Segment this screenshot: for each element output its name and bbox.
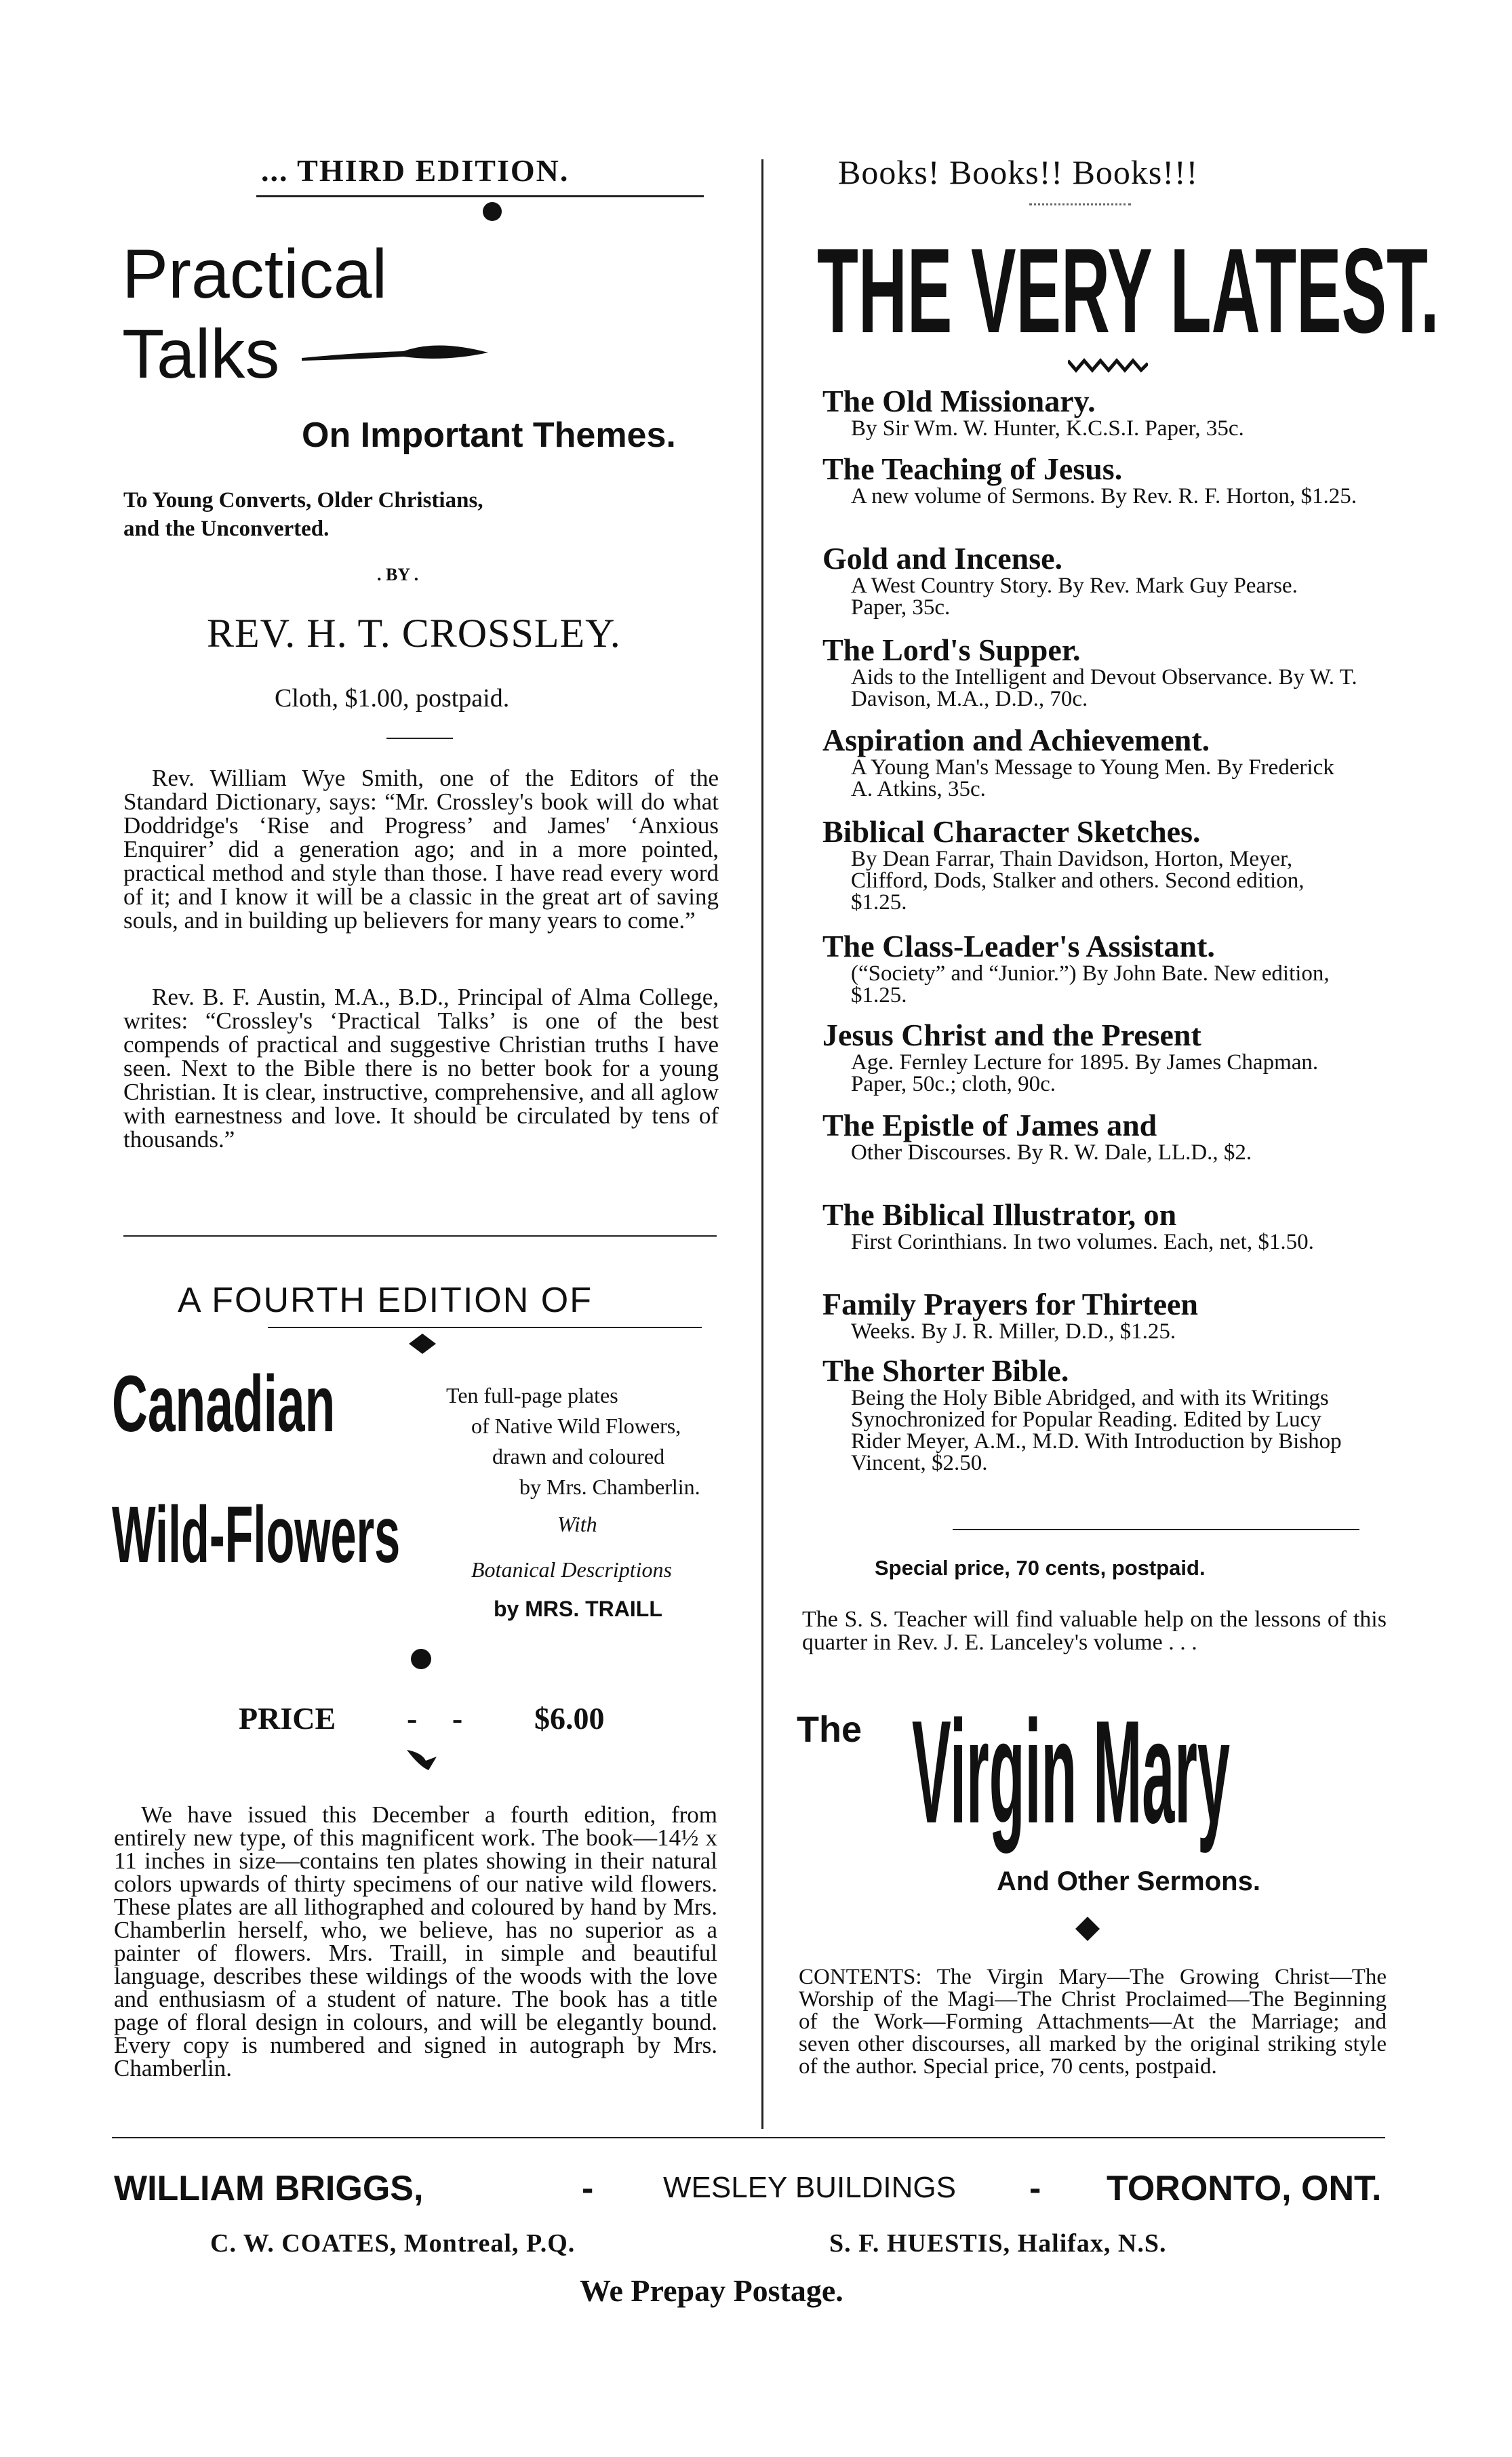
the-label: The — [797, 1709, 862, 1750]
desc-line3: drawn and coloured — [492, 1444, 665, 1469]
book-description: Age. Fernley Lecture for 1895. By James Chapman. Paper, 50c.; cloth, 90c. — [851, 1050, 1319, 1096]
wildflowers-title: Wild-Flowers — [112, 1490, 401, 1580]
book-title: Family Prayers for Thirteen — [822, 1287, 1198, 1321]
book-title: Biblical Character Sketches. — [822, 814, 1201, 849]
book-title: The Lord's Supper. — [822, 633, 1081, 667]
publisher-city: TORONTO, ONT. — [1107, 2169, 1382, 2208]
virgin-subtitle: And Other Sermons. — [997, 1866, 1260, 1896]
by-label: . BY . — [377, 565, 419, 584]
wildflowers-description: We have issued this December a fourth edition, from entirely new type, of this magnificent work. The book—14½ x 11 inches in size—contains ten plates showing in their natural colors upwards of thirty specimens of our native wild flowers. These plates are all lithographed and coloured by hand by Mrs. Chamberlin herself, who, we believe, has no superior as a painter of flowers. Mrs. Traill, in simple and beautiful language, describes these wildings of the woods with the love and enthusiasm of a student of nature. The book has a title page of floral design in colours, and will be elegantly bound. Every copy is numbered and signed in autograph by Mrs. Chamberlin. — [114, 1801, 717, 2081]
book-item — [822, 385, 1358, 439]
book-description: A Young Man's Message to Young Men. By Frederick A. Atkins, 35c. — [851, 755, 1334, 801]
practical-title-line2: Talks — [122, 315, 280, 393]
review-austin: Rev. B. F. Austin, M.A., B.D., Principal of Alma College, writes: “Crossley's ‘Practical Talks’ is one of the best compends of practical and suggestive Christian truths I have seen. Next to the Bible there is no better book for a young Christian. It is clear, instructive, comprehensive, and all aglow with earnestness and love. It should be circulated by tens of thousands.” — [123, 984, 719, 1153]
book-item — [822, 816, 1358, 913]
desc-line2: of Native Wild Flowers, — [471, 1414, 681, 1438]
book-title: The Biblical Illustrator, on — [822, 1197, 1177, 1232]
botanical-label: Botanical Descriptions — [471, 1557, 672, 1582]
special-price: Special price, 70 cents, postpaid. — [875, 1556, 1206, 1580]
prepay-postage: We Prepay Postage. — [580, 2273, 843, 2308]
virgin-intro: The S. S. Teacher will find valuable help on the lessons of this quarter in Rev. J. E. Lanceley's volume . . . — [802, 1607, 1387, 1655]
zigzag-ornament-icon — [1068, 358, 1148, 373]
book-title: Gold and Incense. — [822, 541, 1063, 576]
book-title: Aspiration and Achievement. — [822, 723, 1210, 757]
practical-subtitle: On Important Themes. — [302, 416, 676, 455]
book-title: The Class-Leader's Assistant. — [822, 929, 1215, 963]
book-item — [822, 634, 1358, 710]
edition-label: ... THIRD EDITION. — [261, 153, 570, 188]
heading-underline — [268, 1327, 702, 1328]
book-description: Other Discourses. By R. W. Dale, LL.D., $2. — [851, 1140, 1252, 1165]
very-latest-headline: THE VERY LATEST. — [817, 223, 1439, 358]
footer-dash: - — [582, 2169, 594, 2208]
footer-rule — [112, 2137, 1385, 2138]
book-item — [822, 1199, 1358, 1253]
book-item — [822, 724, 1358, 800]
author-name: REV. H. T. CROSSLEY. — [207, 611, 621, 656]
book-item — [822, 1019, 1358, 1095]
books-header: Books! Books!! Books!!! — [838, 153, 1199, 191]
audience-line2: and the Unconverted. — [123, 517, 330, 541]
traill-byline: by MRS. TRAILL — [494, 1597, 662, 1621]
publisher-building: WESLEY BUILDINGS — [663, 2171, 956, 2204]
bullet-ornament — [411, 1649, 431, 1669]
montreal-agent: C. W. COATES, Montreal, P.Q. — [210, 2229, 576, 2258]
book-item — [822, 1288, 1358, 1342]
edition-underline — [256, 195, 704, 197]
fourth-edition-heading: A FOURTH EDITION OF — [178, 1281, 593, 1320]
practical-price: Cloth, $1.00, postpaid. — [275, 684, 510, 713]
book-title: The Epistle of James and — [822, 1108, 1157, 1142]
book-item — [822, 1355, 1358, 1474]
publisher-name: WILLIAM BRIGGS, — [114, 2169, 424, 2208]
pointing-swash-icon — [302, 332, 492, 373]
desc-line4: by Mrs. Chamberlin. — [519, 1475, 700, 1499]
short-rule — [386, 738, 453, 739]
book-description: By Dean Farrar, Thain Davidson, Horton, Meyer, Clifford, Dods, Stalker and others. Second edition, $1.25. — [851, 847, 1305, 915]
column-divider — [761, 159, 763, 2129]
book-description: A new volume of Sermons. By Rev. R. F. Horton, $1.25. — [851, 484, 1357, 508]
desc-line1: Ten full-page plates — [446, 1383, 618, 1407]
book-description: First Corinthians. In two volumes. Each, net, $1.50. — [851, 1230, 1314, 1254]
price-dashes: - - — [407, 1701, 477, 1736]
with-label: With — [557, 1512, 597, 1536]
book-item — [822, 1109, 1358, 1163]
book-description: Weeks. By J. R. Miller, D.D., $1.25. — [851, 1319, 1176, 1344]
header-dots — [1029, 203, 1131, 207]
book-item — [822, 453, 1358, 507]
book-item — [822, 930, 1358, 1006]
price-label: PRICE — [239, 1701, 336, 1736]
diamond-ornament-icon — [409, 1334, 436, 1354]
diamond-ornament-icon — [1075, 1917, 1100, 1941]
leaf-ornament-icon — [405, 1746, 438, 1773]
book-description: Being the Holy Bible Abridged, and with its Writings Synochronized for Popular Reading. Edited by Lucy Rider Meyer, A.M., M.D. With Introduction by Bishop Vincent, $2.50. — [851, 1386, 1342, 1475]
book-description: (“Society” and “Junior.”) By John Bate. New edition, $1.25. — [851, 961, 1330, 1007]
book-title: The Teaching of Jesus. — [822, 452, 1123, 486]
footer-dash: - — [1029, 2169, 1041, 2208]
book-description: A West Country Story. By Rev. Mark Guy Pearse. Paper, 35c. — [851, 574, 1298, 620]
practical-title-line1: Practical — [122, 235, 388, 313]
virgin-mary-title: Virgin Mary — [912, 1690, 1230, 1854]
virgin-contents: CONTENTS: The Virgin Mary—The Growing Christ—The Worship of the Magi—The Christ Proclaimed—The Beginning of the Work—Forming Attachments—At the Marriage; and seven other discourses, all marked by the original striking style of the author. Special price, 70 cents, postpaid. — [799, 1965, 1387, 2079]
book-title: The Shorter Bible. — [822, 1353, 1069, 1388]
price-value: $6.00 — [534, 1701, 605, 1736]
book-description: Aids to the Intelligent and Devout Observance. By W. T. Davison, M.A., D.D., 70c. — [851, 665, 1357, 711]
bullet-ornament — [483, 202, 502, 221]
audience-line1: To Young Converts, Older Christians, — [123, 488, 483, 513]
section-rule — [123, 1235, 717, 1237]
book-description: By Sir Wm. W. Hunter, K.C.S.I. Paper, 35c. — [851, 416, 1244, 441]
halifax-agent: S. F. HUESTIS, Halifax, N.S. — [829, 2229, 1167, 2258]
review-smith: Rev. William Wye Smith, one of the Editors of the Standard Dictionary, says: “Mr. Crossley's book will do what Doddridge's ‘Rise and Progress’ and James' ‘Anxious Enquirer’ did a generation ago; and in a more pointed, practical method and style than those. I have read every word of it; and I know it will be a classic in the great art of saving souls, and in building up believers for many years to come.” — [123, 765, 719, 934]
canadian-title: Canadian — [112, 1359, 336, 1449]
book-title: The Old Missionary. — [822, 384, 1096, 418]
book-title: Jesus Christ and the Present — [822, 1018, 1201, 1052]
section-rule — [953, 1529, 1359, 1530]
book-item — [822, 542, 1358, 618]
